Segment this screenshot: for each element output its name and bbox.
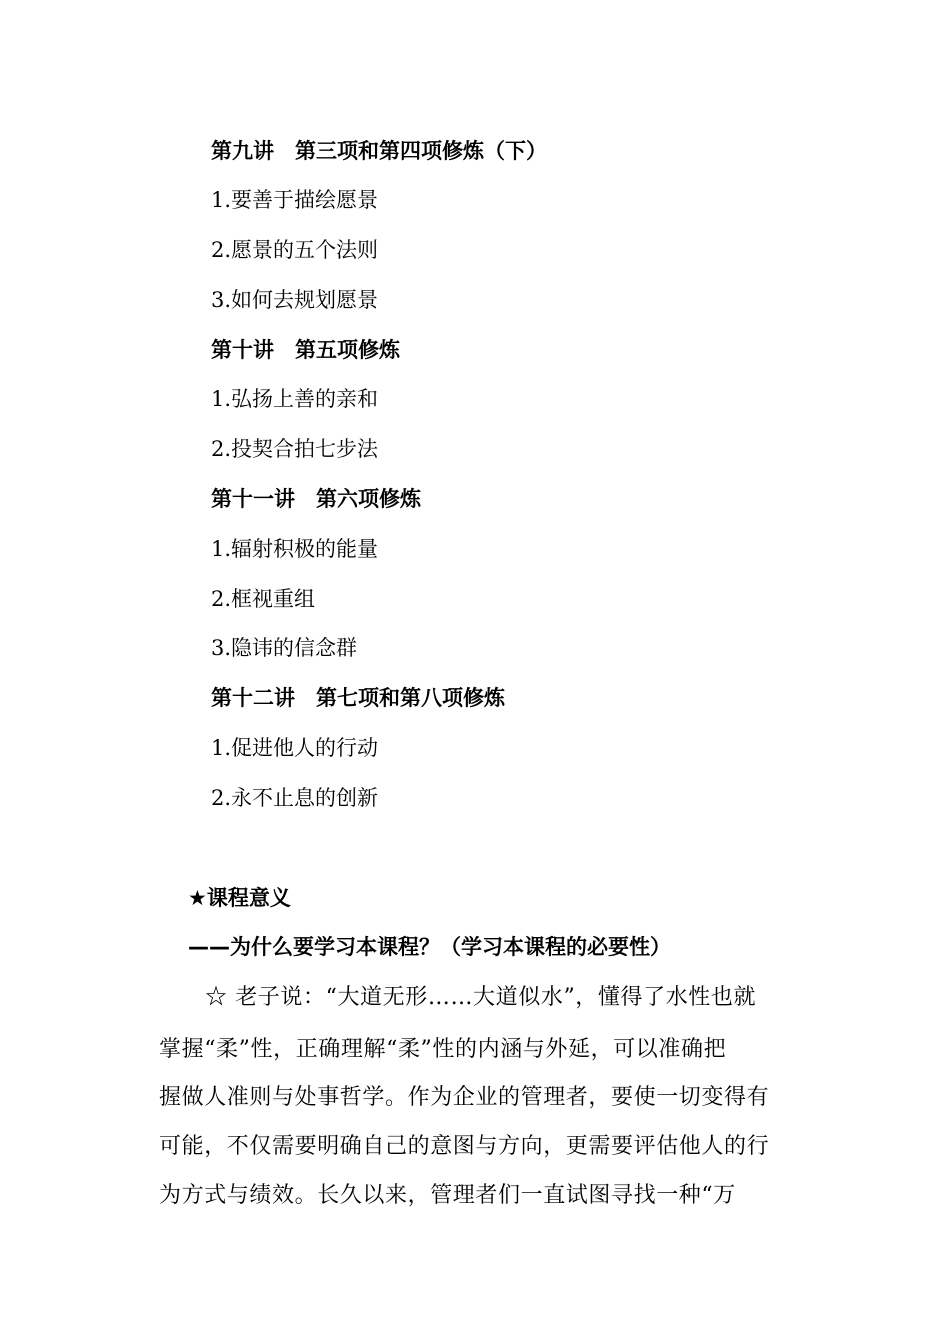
paragraph-line-3: 握做人准则与处事哲学。作为企业的管理者，要使一切变得有 [159, 1085, 770, 1110]
lecture-12-item-2: 2.永不止息的创新 [211, 786, 379, 810]
lecture-12-title: 第十二讲 第七项和第八项修炼 [211, 686, 505, 710]
lecture-9-item-2: 2.愿景的五个法则 [211, 238, 379, 262]
lecture-11-item-3: 3.隐讳的信念群 [211, 636, 358, 660]
lecture-11-item-1: 1.辐射积极的能量 [211, 537, 379, 561]
lecture-11-title: 第十一讲 第六项修炼 [211, 487, 421, 511]
paragraph-line-1: ☆ 老子说：“大道无形……大道似水”，懂得了水性也就 [205, 985, 757, 1010]
section-heading: ★课程意义 [188, 886, 291, 910]
paragraph-line-5: 为方式与绩效。长久以来，管理者们一直试图寻找一种“万 [159, 1183, 736, 1208]
lecture-9-item-1: 1.要善于描绘愿景 [211, 188, 379, 212]
lecture-9-title: 第九讲 第三项和第四项修炼（下） [211, 139, 547, 163]
paragraph-line-4: 可能，不仅需要明确自己的意图与方向，更需要评估他人的行 [159, 1134, 770, 1159]
lecture-10-title: 第十讲 第五项修炼 [211, 338, 400, 362]
section-subheading: ——为什么要学习本课程？（学习本课程的必要性） [188, 935, 671, 959]
lecture-10-item-2: 2.投契合拍七步法 [211, 437, 379, 461]
lecture-11-item-2: 2.框视重组 [211, 587, 316, 611]
lecture-9-item-3: 3.如何去规划愿景 [211, 288, 379, 312]
paragraph-line-2: 掌握“柔”性，正确理解“柔”性的内涵与外延，可以准确把 [159, 1037, 727, 1062]
lecture-12-item-1: 1.促进他人的行动 [211, 736, 379, 760]
lecture-10-item-1: 1.弘扬上善的亲和 [211, 387, 379, 411]
